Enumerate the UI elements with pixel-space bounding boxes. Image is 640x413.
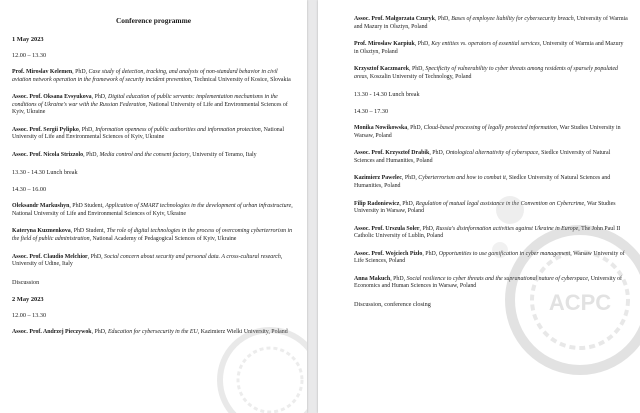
talk-entry: Filip Radoniewicz, PhD, Regulation of mutual legal assistance in the Convention on Cybercrime, War Studies University in Warsaw, Poland xyxy=(354,200,616,215)
talk-entry: Assoc. Prof. Andrzej Pieczywok, PhD, Education for cybersecurity in the EU, Kazimierz Wielki University, Poland xyxy=(12,328,288,335)
talk-title: Cloud-based processing of legally protected information xyxy=(423,125,557,132)
session-time: 12.00 – 13.30 xyxy=(12,311,47,319)
talk-entry: Assoc. Prof. Nicola Strizzolo, PhD, Media control and the consent factory, University of Teramo, Italy xyxy=(12,151,257,158)
talk-title: Media control and the consent factory xyxy=(99,151,190,158)
affiliation: , War Studies University in Warsaw, Poland xyxy=(354,200,616,215)
talk-entry: Kazimierz Pawelec, PhD, Cyberterrorism and how to combat it, Siedlce University of Natural Sciences and Humanities, Poland xyxy=(354,175,611,190)
session-4-list xyxy=(354,16,628,81)
session-time: 12.00 – 13.30 xyxy=(12,52,47,59)
affiliation: , National University of Life and Environmental Sciences of Kyiv, Ukraine xyxy=(12,126,284,141)
talk-title: Social resilience to cyber threats and the supranational nature of cyberspace xyxy=(406,275,588,282)
talk-title: Key entities vs. operators of essential services xyxy=(431,41,540,48)
talk-title: Opportunities to use gamification in cyber management xyxy=(438,250,571,257)
speaker-name: Assoc. Prof. Wojciech Pizło xyxy=(354,250,423,257)
speaker-name: Assoc. Prof. Krzysztof Drabik xyxy=(354,150,430,157)
day-1-date: 1 May 2023 xyxy=(12,36,44,43)
talk-entry: Assoc. Prof. Wojciech Pizło, PhD, Opportunities to use gamification in cyber management, Warsaw University of Life Sciences, Poland xyxy=(354,250,625,265)
day-2-date: 2 May 2023 xyxy=(12,295,44,303)
affiliation: , National Academy of Pedagogical Sciences of Kyiv, Ukraine xyxy=(89,236,237,243)
talk-entry: Oleksandr Markushyn, PhD Student, Application of SMART technologies in the development of urban infrastructure, National University of Life and Environmental Sciences of Kyiv, Ukraine xyxy=(12,203,293,217)
affiliation: , Technical University of Kosice, Slovakia xyxy=(190,76,291,83)
watermark-logo xyxy=(190,305,307,413)
talk-title: The role of digital technologies in the process of overcoming cyberterrorism in the field of public administration xyxy=(12,228,293,243)
session-time: 14.30 – 16.00 xyxy=(12,186,47,194)
affiliation: , War Studies University in Warsaw, Poland xyxy=(354,125,621,139)
talk-entry: Assoc. Prof. Małgorzata Czuryk, PhD, Bases of employee liability for cybersecurity breach, University of Warmia and Mazury in Olsztyn, Poland xyxy=(354,16,628,30)
affiliation: , University of Warmia and Mazury in Olsztyn, Poland xyxy=(354,41,624,55)
speaker-name: Assoc. Prof. Andrzej Pieczywok xyxy=(12,328,92,335)
speaker-name: Assoc. Prof. Sergii Pylipko xyxy=(12,126,79,133)
watermark-text: ACPC xyxy=(548,290,612,315)
talk-entry: Krzysztof Kaczmarek, PhD, Specificity of vulnerability to cyber threats among residents of sparsely populated areas, Koszalin University of Technology, Poland xyxy=(354,66,619,80)
talk-entry: Assoc. Prof. Krzysztof Drabik, PhD, Ontological alternativity of cyberspace, Siedlce University of Natural Sciences and Humanities, Poland xyxy=(354,150,611,164)
affiliation: , Kazimierz Wielki University, Poland xyxy=(197,328,288,335)
talk-title: Cyberterrorism and how to combat it xyxy=(418,175,506,182)
speaker-name: Assoc. Prof. Nicola Strizzolo xyxy=(12,151,84,158)
speaker-name: Filip Radoniewicz xyxy=(354,200,400,207)
talk-title: Specificity of vulnerability to cyber threats among residents of sparsely populated areas xyxy=(354,66,619,80)
talk-entry: Anna Makuch, PhD, Social resilience to cyber threats and the supranational nature of cyberspace, University of Economics and Human Sciences in Warsaw, Poland xyxy=(354,275,623,290)
talk-entry: Kateryna Kuzmenkova, PhD Student, The role of digital technologies in the process of overcoming cyberterrorism in the field of public administration, National Academy of Pedagogical Sciences of Kyiv, Ukraine xyxy=(12,228,293,243)
closing-label: Discussion, conference closing xyxy=(354,300,431,308)
speaker-name: Anna Makuch xyxy=(354,275,391,282)
talk-entry: Monika Nowikowska, PhD, Cloud-based processing of legally protected information, War Studies University in Warsaw, Poland xyxy=(354,125,621,139)
session-1-list xyxy=(12,69,295,159)
document-page-right[interactable] xyxy=(318,0,640,413)
talk-title: Social concern about security and personal data. A cross-cultural research xyxy=(104,253,281,260)
talk-title: Case study of detection, tracking, and analysis of non-standard behavior in civil aviation network operation in the framework of security incident prevention xyxy=(12,69,278,83)
affiliation: , University of Udine, Italy xyxy=(12,253,283,268)
talk-title: Information openness of public authorities and information protection xyxy=(95,126,261,133)
talk-entry: Assoc. Prof. Claudio Melchior, PhD, Social concern about security and personal data. A cross-cultural research, University of Udine, Italy xyxy=(12,253,283,268)
affiliation: , Warsaw University of Life Sciences, Poland xyxy=(354,250,625,265)
programme-title: Conference programme xyxy=(115,16,192,25)
lunch-break: 13.30 - 14.30 Lunch break xyxy=(12,169,78,177)
affiliation: , University of Teramo, Italy xyxy=(189,151,257,158)
speaker-name: Assoc. Prof. Urszula Soler xyxy=(354,225,420,232)
page-gap xyxy=(307,0,318,413)
session-3-list xyxy=(12,329,295,337)
talk-entry: Assoc. Prof. Oksana Evsyukova, PhD, Digital education of public servants: implementation mechanisms in the conditions of Ukraine's war with the Russian Federation, National University of Life and Environmental Sciences of Kyiv, Ukraine xyxy=(12,94,288,116)
affiliation: , University of Economics and Human Sciences in Warsaw, Poland xyxy=(354,275,623,290)
speaker-name: Oleksandr Markushyn xyxy=(12,203,70,210)
talk-title: Russia's disinformation activities against Ukraine in Europe xyxy=(435,225,579,232)
talk-entry: Assoc. Prof. Sergii Pylipko, PhD, Information openness of public authorities and information protection, National University of Life and Environmental Sciences of Kyiv, Ukraine xyxy=(12,126,284,141)
talk-title: Ontological alternativity of cyberspace xyxy=(445,150,539,157)
talk-title: Bases of employee liability for cybersecurity breach xyxy=(451,16,574,22)
session-5-list xyxy=(354,125,628,291)
affiliation: , University of Warmia and Mazury in Olsztyn, Poland xyxy=(354,16,628,30)
talk-entry: Prof. Mirosław Karpiuk, PhD, Key entities vs. operators of essential services, University of Warmia and Mazury in Olsztyn, Poland xyxy=(354,41,624,55)
affiliation: , Koszalin University of Technology, Poland xyxy=(366,73,472,80)
talk-title: Regulation of mutual legal assistance in the Convention on Cybercrime xyxy=(415,200,585,207)
speaker-name: Prof. Mirosław Karpiuk xyxy=(354,41,415,48)
discussion-label: Discussion xyxy=(12,278,40,286)
speaker-name: Prof. Miroslav Kelemen xyxy=(12,69,73,75)
speaker-name: Assoc. Prof. Oksana Evsyukova xyxy=(12,94,92,101)
talk-title: Digital education of public servants: implementation mechanisms in the conditions of Ukraine's war with the Russian Federation xyxy=(12,94,278,108)
talk-title: Application of SMART technologies in the development of urban infrastructure xyxy=(105,203,292,210)
talk-title: Education for cybersecurity in the EU xyxy=(107,328,198,335)
speaker-name: Kateryna Kuzmenkova xyxy=(12,228,71,235)
session-2-list xyxy=(12,203,295,268)
talk-entry: Prof. Miroslav Kelemen, PhD, Case study of detection, tracking, and analysis of non-standard behavior in civil aviation network operation in the framework of security incident prevention, Technical University of Kosice, Slovakia xyxy=(12,69,291,83)
lunch-break: 13.30 - 14.30 Lunch break xyxy=(354,91,420,99)
affiliation: , National University of Life and Environmental Sciences of Kyiv, Ukraine xyxy=(12,203,293,217)
speaker-name: Kazimierz Pawelec xyxy=(354,175,402,182)
affiliation: , Siedlce University of Natural Sciences and Humanities, Poland xyxy=(354,150,611,164)
talk-entry: Assoc. Prof. Urszula Soler, PhD, Russia's disinformation activities against Ukraine in Europe, The John Paul II Catholic University of Lublin, Poland xyxy=(354,225,621,240)
speaker-name: Assoc. Prof. Małgorzata Czuryk xyxy=(354,16,435,22)
session-time: 14.30 – 17.30 xyxy=(354,108,389,116)
speaker-name: Monika Nowikowska xyxy=(354,125,408,132)
speaker-name: Assoc. Prof. Claudio Melchior xyxy=(12,253,88,260)
document-page-left[interactable] xyxy=(0,0,307,413)
speaker-name: Krzysztof Kaczmarek xyxy=(354,66,410,73)
affiliation: , National University of Life and Environmental Sciences of Kyiv, Ukraine xyxy=(12,101,288,116)
affiliation: , Siedlce University of Natural Sciences and Humanities, Poland xyxy=(354,175,611,190)
affiliation: , The John Paul II Catholic University of Lublin, Poland xyxy=(354,225,621,240)
